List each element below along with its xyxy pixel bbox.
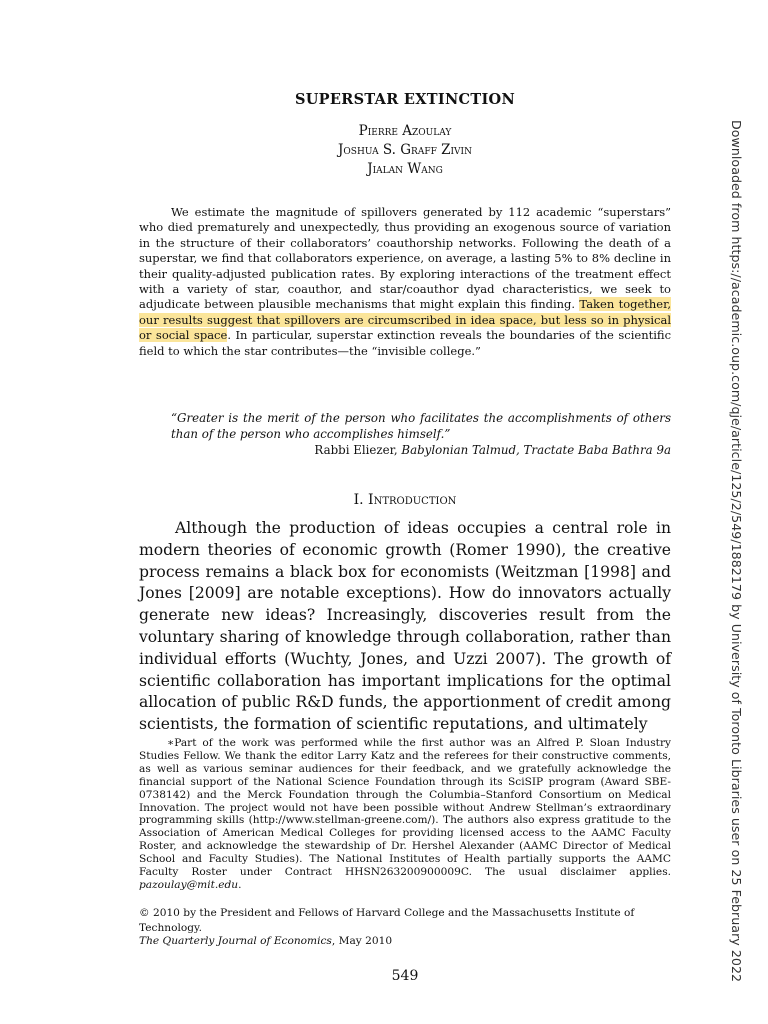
abstract-text: We estimate the magnitude of spillovers generated by 112 academic “superstars” who died prematurely and unexpectedly, thus providing an exogenous source of variation in the structure of their collaborators’ coauthorship networks. Following the death of a superstar, we find that collaborators experience, on average, a lasting 5% to 8% decline in their quality-adjusted publication rates. By exploring interactions of the treatment effect with a variety of star, coauthor, and star/coauthor dyad characteristics, we seek to adjudicate between plausible mechanisms that might explain this finding. <box>139 205 671 312</box>
download-watermark: Downloaded from https://academic.oup.com/qje/article/125/2/549/1882179 by University of Toronto Libraries user on 25 February 2022 <box>729 120 744 983</box>
abstract <box>139 205 671 359</box>
abstract-highlighted-text: Taken together, our results suggest that spillovers are circumscribed in idea space, but less so in physical or social space <box>139 297 672 343</box>
journal-citation <box>139 935 671 947</box>
footnote-end: . <box>238 878 242 891</box>
side-watermark-container <box>720 120 744 983</box>
epigraph-author: Rabbi Eliezer, <box>314 443 402 457</box>
footnote-text: Part of the work was performed while the first author was an Alfred P. Sloan Industry Studies Fellow. We thank the editor Larry Katz and the referees for their constructive comments, as well as various seminar audiences for their feedback, and we gratefully acknowledge the financial support of the National Science Foundation through its SciSIP program (Award SBE-0738142) and the Merck Foundation through the Columbia–Stanford Consortium on Medical Innovation. The project would not have been possible without Andrew Stellman’s extraordinary programming skills (http://www.stellman-greene.com/). The authors also express gratitude to the Association of American Medical Colleges for providing licensed access to the AAMC Faculty Roster, and acknowledge the stewardship of Dr. Hershel Alexander (AAMC Director of Medical School and Faculty Studies). The National Institutes of Health partially supports the AAMC Faculty Roster under Contract HHSN263200900009C. The usual disclaimer applies. <box>139 737 671 879</box>
epigraph-quote: “Greater is the merit of the person who facilitates the accomplishments of others than of the person who accomplishes himself.” <box>171 411 671 441</box>
footnote-marker: ∗ <box>167 737 175 749</box>
author-name: Pierre Azoulay <box>358 123 452 139</box>
author-name: Joshua S. Graff Zivin <box>338 142 472 158</box>
author-email: pazoulay@mit.edu <box>139 878 239 891</box>
journal-name: The Quarterly Journal of Economics <box>139 935 332 947</box>
epigraph-source: Babylonian Talmud, Tractate Baba Bathra 9a <box>401 443 671 457</box>
section-heading <box>0 492 768 508</box>
paper-title: SUPERSTAR EXTINCTION <box>294 91 516 108</box>
epigraph <box>171 410 671 458</box>
author-name: Jialan Wang <box>367 161 443 177</box>
section-title: Introduction <box>368 492 457 508</box>
author-list <box>0 122 768 179</box>
copyright-notice: © 2010 by the President and Fellows of Harvard College and the Massachusetts Institute of Technology. <box>139 907 635 934</box>
footnote <box>139 737 671 892</box>
section-number: I. <box>353 492 364 508</box>
page-number: 549 <box>391 968 419 984</box>
abstract-text-continued: . In particular, superstar extinction reveals the boundaries of the scientific field to which the star contributes—the “invisible college.” <box>139 328 672 358</box>
epigraph-attribution <box>171 442 671 458</box>
intro-paragraph: Although the production of ideas occupies a central role in modern theories of economic growth (Romer 1990), the creative process remains a black box for economists (Weitzman [1998] and Jones [2009] are notable exceptions). How do innovators actually generate new ideas? Increasingly, discoveries result from the voluntary sharing of knowledge through collaboration, rather than individual efforts (Wuchty, Jones, and Uzzi 2007). The growth of scientific collaboration has important implications for the optimal allocation of public R&D funds, the apportionment of credit among scientists, the formation of scientific reputations, and ultimately <box>139 519 671 734</box>
journal-date: , May 2010 <box>331 935 393 947</box>
